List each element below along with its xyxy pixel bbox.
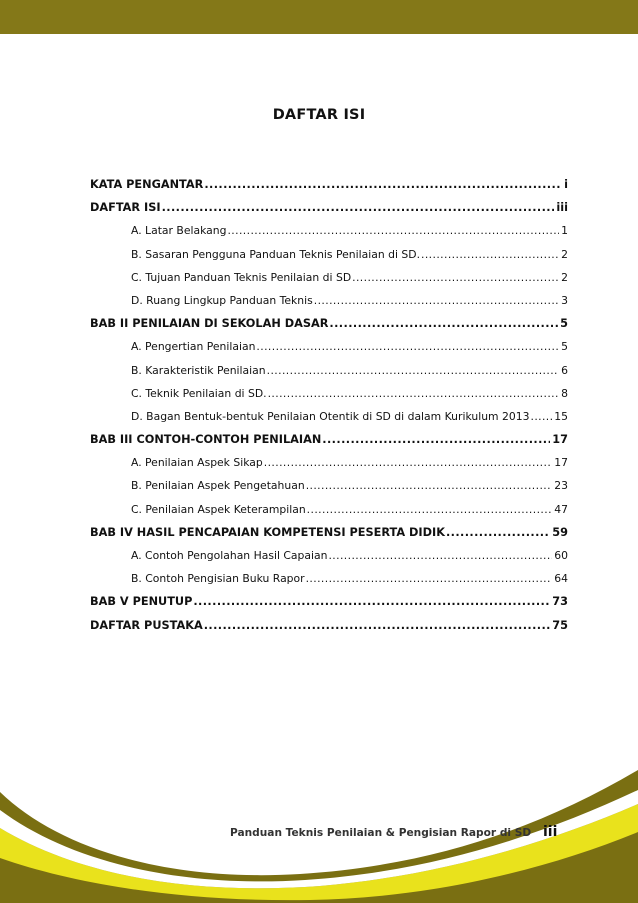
toc-leader-dots	[352, 271, 559, 284]
toc-entry-title: A. Latar Belakang	[131, 224, 227, 238]
toc-entry-page: 75	[552, 618, 568, 632]
toc-entry[interactable]	[90, 224, 568, 247]
toc-entry[interactable]	[90, 364, 568, 387]
table-of-contents	[90, 178, 568, 642]
toc-entry-title: A. Contoh Pengolahan Hasil Capaian	[131, 549, 328, 562]
toc-entry-page: 8	[561, 386, 568, 400]
toc-entry-page: 2	[561, 270, 568, 284]
toc-leader-dots	[162, 201, 555, 214]
top-header-band	[0, 0, 638, 34]
toc-entry[interactable]	[90, 387, 568, 410]
toc-entry-title: B. Penilaian Aspek Pengetahuan	[131, 479, 305, 493]
toc-leader-dots	[227, 224, 559, 237]
toc-entry-page: 17	[552, 433, 568, 447]
toc-entry-title: B. Sasaran Pengguna Panduan Teknis Penilaian di SD.	[131, 247, 420, 261]
toc-entry-page: 64	[554, 572, 568, 586]
toc-leader-dots	[446, 526, 550, 539]
toc-entry-page: 15	[554, 409, 568, 423]
footer-page-number: iii	[543, 824, 558, 840]
toc-leader-dots	[193, 595, 550, 608]
toc-entry[interactable]	[90, 271, 568, 294]
toc-entry-page: 6	[561, 363, 568, 377]
toc-leader-dots	[306, 572, 553, 585]
toc-entry-title: B. Contoh Pengisian Buku Rapor	[131, 572, 305, 586]
toc-entry-page: 60	[554, 549, 568, 562]
toc-entry[interactable]	[90, 503, 568, 526]
toc-leader-dots	[530, 410, 552, 423]
toc-entry[interactable]	[90, 201, 568, 224]
toc-entry-title: KATA PENGANTAR	[90, 178, 204, 191]
footer-document-title: Panduan Teknis Penilaian & Pengisian Rapor di SD	[230, 827, 532, 839]
toc-entry-title: D. Bagan Bentuk-bentuk Penilaian Otentik di SD di dalam Kurikulum 2013	[131, 409, 530, 423]
toc-leader-dots	[204, 619, 551, 632]
toc-leader-dots	[306, 479, 553, 492]
toc-entry-page: 5	[560, 317, 568, 331]
toc-entry-title: BAB IV HASIL PENCAPAIAN KOMPETENSI PESERTA DIDIK	[90, 525, 445, 539]
toc-leader-dots	[264, 456, 552, 469]
toc-entry-page: 23	[554, 479, 568, 493]
page-title: DAFTAR ISI	[272, 107, 366, 123]
toc-leader-dots	[314, 294, 559, 307]
toc-entry-title: C. Tujuan Panduan Teknis Penilaian di SD	[131, 270, 352, 284]
toc-entry[interactable]	[90, 526, 568, 549]
toc-entry-title: B. Karakteristik Penilaian	[131, 363, 266, 377]
toc-entry-page: 5	[561, 340, 568, 354]
toc-entry-page: i	[564, 178, 568, 191]
toc-leader-dots	[268, 387, 560, 400]
toc-entry[interactable]	[90, 317, 568, 340]
toc-entry-page: 1	[561, 224, 568, 238]
toc-leader-dots	[267, 364, 559, 377]
toc-entry-title: C. Penilaian Aspek Keterampilan	[131, 502, 306, 516]
toc-entry[interactable]	[90, 340, 568, 363]
toc-leader-dots	[307, 503, 553, 516]
toc-entry[interactable]	[90, 595, 568, 618]
toc-entry-title: DAFTAR ISI	[90, 201, 161, 215]
toc-entry-page: 59	[552, 525, 568, 539]
toc-entry-page: 2	[561, 247, 568, 261]
toc-entry-title: DAFTAR PUSTAKA	[90, 618, 203, 632]
toc-entry[interactable]	[90, 248, 568, 271]
toc-entry-title: BAB II PENILAIAN DI SEKOLAH DASAR	[90, 317, 329, 331]
toc-leader-dots	[328, 549, 552, 562]
toc-entry-page: 3	[561, 293, 568, 307]
toc-entry-page: 47	[554, 502, 568, 516]
toc-entry[interactable]	[90, 433, 568, 456]
toc-leader-dots	[322, 433, 550, 446]
toc-entry[interactable]	[90, 549, 568, 572]
toc-entry[interactable]	[90, 456, 568, 479]
toc-entry-page: 17	[554, 456, 568, 470]
toc-entry-title: A. Penilaian Aspek Sikap	[131, 456, 263, 470]
toc-entry-page: iii	[556, 201, 568, 215]
toc-entry-title: A. Pengertian Penilaian	[131, 340, 256, 354]
toc-entry-title: BAB III CONTOH-CONTOH PENILAIAN	[90, 433, 322, 447]
toc-entry-page: 73	[552, 595, 568, 609]
toc-leader-dots	[329, 317, 558, 330]
toc-entry[interactable]	[90, 619, 568, 642]
toc-entry[interactable]	[90, 479, 568, 502]
toc-entry[interactable]	[90, 410, 568, 433]
toc-entry-title: BAB V PENUTUP	[90, 595, 193, 609]
toc-entry-title: D. Ruang Lingkup Panduan Teknis	[131, 293, 313, 307]
toc-leader-dots	[421, 248, 559, 261]
toc-leader-dots	[256, 340, 559, 353]
toc-leader-dots	[204, 178, 562, 191]
toc-entry[interactable]	[90, 178, 568, 201]
toc-entry[interactable]	[90, 294, 568, 317]
toc-entry[interactable]	[90, 572, 568, 595]
toc-entry-title: C. Teknik Penilaian di SD.	[131, 386, 267, 400]
